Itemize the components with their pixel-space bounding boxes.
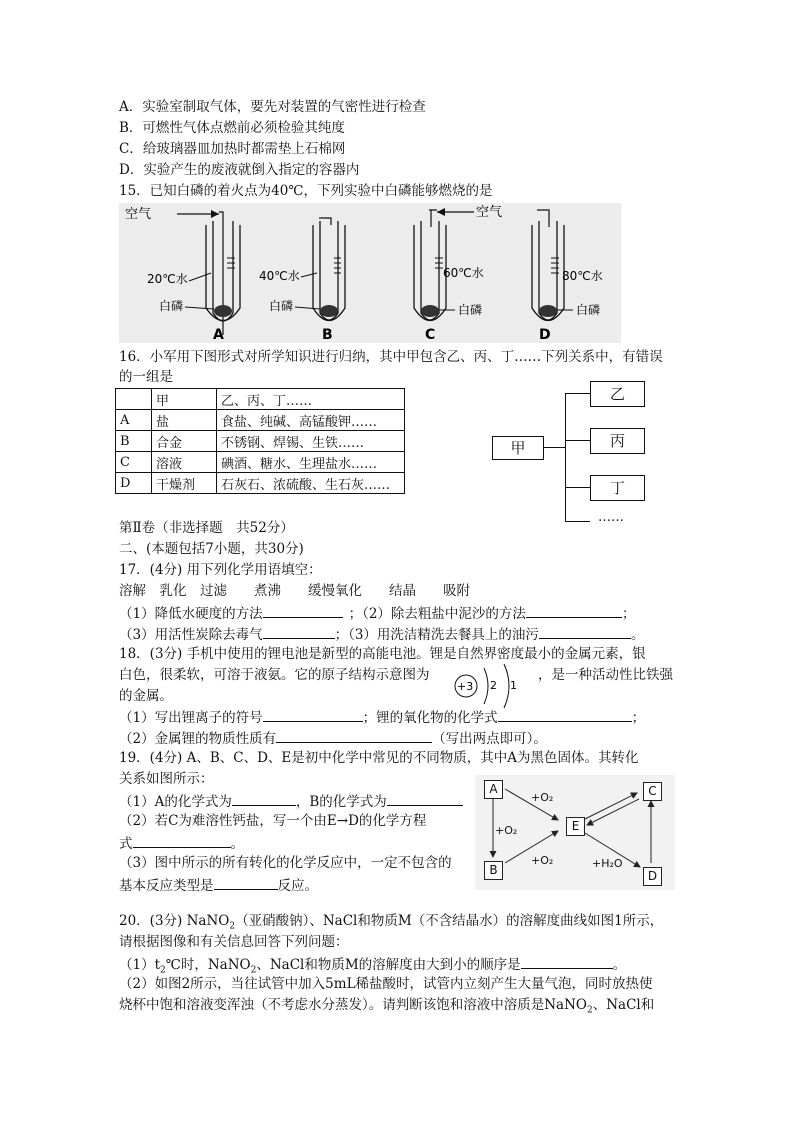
answer-blank[interactable] [214,875,278,890]
q19-line2: 关系如图所示： [119,771,214,787]
atom-shell-2-label: 1 [510,679,517,692]
q20-line2: 请根据图像和有关信息回答下列问题： [119,934,349,950]
table-cell [116,389,152,410]
q14-option-d: D．实验产生的废液就倒入指定的容器内 [119,162,360,178]
q20-line3-end: 。 [612,957,627,973]
letter-d: D [539,327,551,343]
q19-line1: 19．(4分) A、B、C、D、E是初中化学中常见的不同物质，其中A为黑色固体。其转化 [119,750,639,766]
q18-line3: 的金属。 [119,688,173,704]
q19-line5 [119,833,244,853]
q19-line5-end: 。 [230,836,244,852]
section-2-title: 第Ⅱ卷（非选择题 共52分） [119,520,294,536]
q19-line7 [119,875,318,895]
letter-a: A [213,327,224,343]
table-cell: B [116,431,152,452]
answer-blank[interactable] [521,954,613,969]
q20-line4: （2）如图2所示，当往试管中加入5mL稀盐酸时，试管内立刻产生大量气泡，同时放热使 [119,976,653,992]
phosphorus-label-a: 白磷 [159,299,184,313]
lithium-atom-diagram [448,660,528,712]
answer-blank[interactable] [263,707,363,722]
node-c: C [643,782,662,801]
q17-part3-label: （3）用活性炭除去毒气 [119,627,263,643]
q17-part4-label: ；（3）用洗洁精洗去餐具上的油污 [334,627,539,643]
subscript: 2 [587,1005,593,1016]
q20-part1-c: 、NaCl和物质M的溶解度由大到小的顺序是 [256,957,521,973]
tree-child-box-3: 丁 [590,475,645,501]
q14-option-a: A．实验室制取气体，要先对装置的气密性进行检查 [119,99,426,115]
tube-c [414,204,502,343]
q17-stem: 17．(4分) 用下列化学用语填空： [119,562,322,578]
q18-part3-note: （写出两点即可）。 [432,731,547,747]
q14-option-b: B．可燃性气体点燃前必须检验其纯度 [119,120,345,136]
tree-root-box: 甲 [492,436,544,460]
atom-shell-1-label: 2 [490,679,497,692]
table-row [116,410,405,431]
q19-conversion-diagram [475,775,675,890]
tree-branch [565,440,590,441]
label-b-to-e: +O₂ [531,854,554,867]
table-cell: 甲 [152,389,217,410]
answer-blank[interactable] [387,791,463,806]
q18-part2-label: ；锂的氧化物的化学式 [362,710,498,726]
tree-trunk [565,393,566,521]
answer-blank[interactable] [133,833,231,848]
answer-blank[interactable] [526,603,622,618]
table-cell: 盐 [152,410,217,431]
tube-b [259,218,345,343]
water-label-d: 80℃水 [562,269,603,283]
node-b: B [484,861,503,880]
q19-part3-label: 基本反应类型是 [119,878,214,894]
q16-table [115,388,405,494]
tube-a [125,206,240,343]
tree-branch [565,521,590,522]
q19-part2-label: 式 [119,836,133,852]
letter-c: C [425,327,436,343]
table-cell: 石灰石、浓硫酸、生石灰…… [217,473,405,494]
table-cell: 干燥剂 [152,473,217,494]
q19-line6: （3）图中所示的所有转化的化学反应中，一定不包含的 [119,855,452,871]
tree-ellipsis: …… [598,510,624,525]
q16-stem-line1: 16．小军用下图形式对所学知识进行归纳，其中甲包含乙、丙、丁……下列关系中，有错误 [119,349,663,365]
q20-line1-rest: （亚硝酸钠）、NaCl和物质M（不含结晶水）的溶解度曲线如图1所示， [235,913,664,929]
q19-part1b-label: ，B的化学式为 [295,794,387,810]
q15-stem: 15．已知白磷的着火点为40℃，下列实验中白磷能够燃烧的是 [119,183,493,199]
table-cell: 乙、丙、丁…… [217,389,405,410]
q18-line1: 18．(3分) 手机中使用的锂电池是新型的高能电池。锂是自然界密度最小的金属元素，银 [119,646,646,662]
q14-option-c: C．给玻璃器皿加热时都需垫上石棉网 [119,141,346,157]
table-cell: D [116,473,152,494]
table-cell: C [116,452,152,473]
water-label-b: 40℃水 [259,269,300,283]
phosphorus-label-d: 白磷 [576,303,601,317]
q17-part1-label: （1）降低水硬度的方法 [119,606,263,622]
subscript: 2 [229,921,236,932]
q17-choices: 溶解 乳化 过滤 煮沸 缓慢氧化 结晶 吸附 [119,583,470,599]
q20-part1-label: （1）t [119,957,161,973]
subscript: 2 [160,965,166,976]
q20-line5-end: 、NaCl和 [592,997,655,1013]
answer-blank[interactable] [276,728,432,743]
q19-line3 [119,791,463,811]
tree-branch [565,393,590,394]
q18-line4-end: ； [631,710,646,726]
phosphorus-label-c: 白磷 [458,303,483,317]
q20-part1-b: ℃时，NaNO [165,957,251,973]
node-d: D [643,867,662,886]
air-label-a: 空气 [125,207,152,222]
q18-part3-label: （2）金属锂的物质性质有 [119,731,277,747]
node-e: E [566,817,585,836]
q19-line4: （2）若C为难溶性钙盐，写一个由E→D的化学方程 [119,813,427,829]
tree-connector [543,447,565,448]
letter-b: B [322,327,333,343]
tree-child-box-1: 乙 [590,381,645,407]
q16-stem-line2: 的一组是 [119,369,173,385]
part-2-title: 二、(本题包括7小题，共30分) [119,541,304,557]
label-a-to-e: +O₂ [531,791,554,804]
table-cell: 食盐、纯碱、高锰酸钾…… [217,410,405,431]
answer-blank[interactable] [498,707,632,722]
table-row [116,431,405,452]
q15-figure [119,203,621,343]
table-row [116,452,405,473]
label-a-to-b: +O₂ [495,824,518,837]
label-e-to-d: +H₂O [592,857,623,870]
table-cell: 溶液 [152,452,217,473]
table-row [116,473,405,494]
q18-part1-label: （1）写出锂离子的符号 [119,710,263,726]
tree-child-box-2: 丙 [590,428,645,454]
water-label-c: 60℃水 [443,266,484,280]
answer-blank[interactable] [263,624,335,639]
q20-line1-start: 20．(3分) NaNO [119,913,230,929]
tube-d [532,210,603,343]
phosphorus-label-b: 白磷 [269,299,294,313]
table-cell: A [116,410,152,431]
q17-line2 [119,624,644,644]
answer-blank[interactable] [539,624,631,639]
q17-line1 [119,603,635,623]
q18-line2-tail: ，是一种活动性比铁强 [538,667,673,683]
q20-line5-start: 烧杯中饱和溶液变浑浊（不考虑水分蒸发）。请判断该饱和溶液中溶质是NaNO [119,997,587,1013]
q17-line1-end: ； [621,606,636,622]
q18-line2: 白色，很柔软，可溶于液氨。它的原子结构示意图为 [119,667,430,683]
answer-blank[interactable] [232,791,296,806]
atom-nucleus-label: +3 [457,680,474,693]
q19-part1-label: （1）A的化学式为 [119,794,232,810]
air-label-c: 空气 [476,205,503,220]
node-a: A [484,780,503,799]
answer-blank[interactable] [263,603,343,618]
q17-line2-end: 。 [630,627,645,643]
table-cell: 合金 [152,431,217,452]
q18-line5 [119,728,547,748]
q18-line4 [119,707,645,727]
q19-part3-end: 反应。 [277,878,318,894]
q20-line5 [119,996,654,1020]
q17-part2-label: ；（2）除去粗盐中泥沙的方法 [348,606,526,622]
subscript: 2 [250,965,257,976]
table-cell: 碘酒、糖水、生理盐水…… [217,452,405,473]
table-row [116,389,405,410]
table-cell: 不锈钢、焊锡、生铁…… [217,431,405,452]
water-label-a: 20℃水 [147,272,188,286]
tree-branch [565,487,590,488]
